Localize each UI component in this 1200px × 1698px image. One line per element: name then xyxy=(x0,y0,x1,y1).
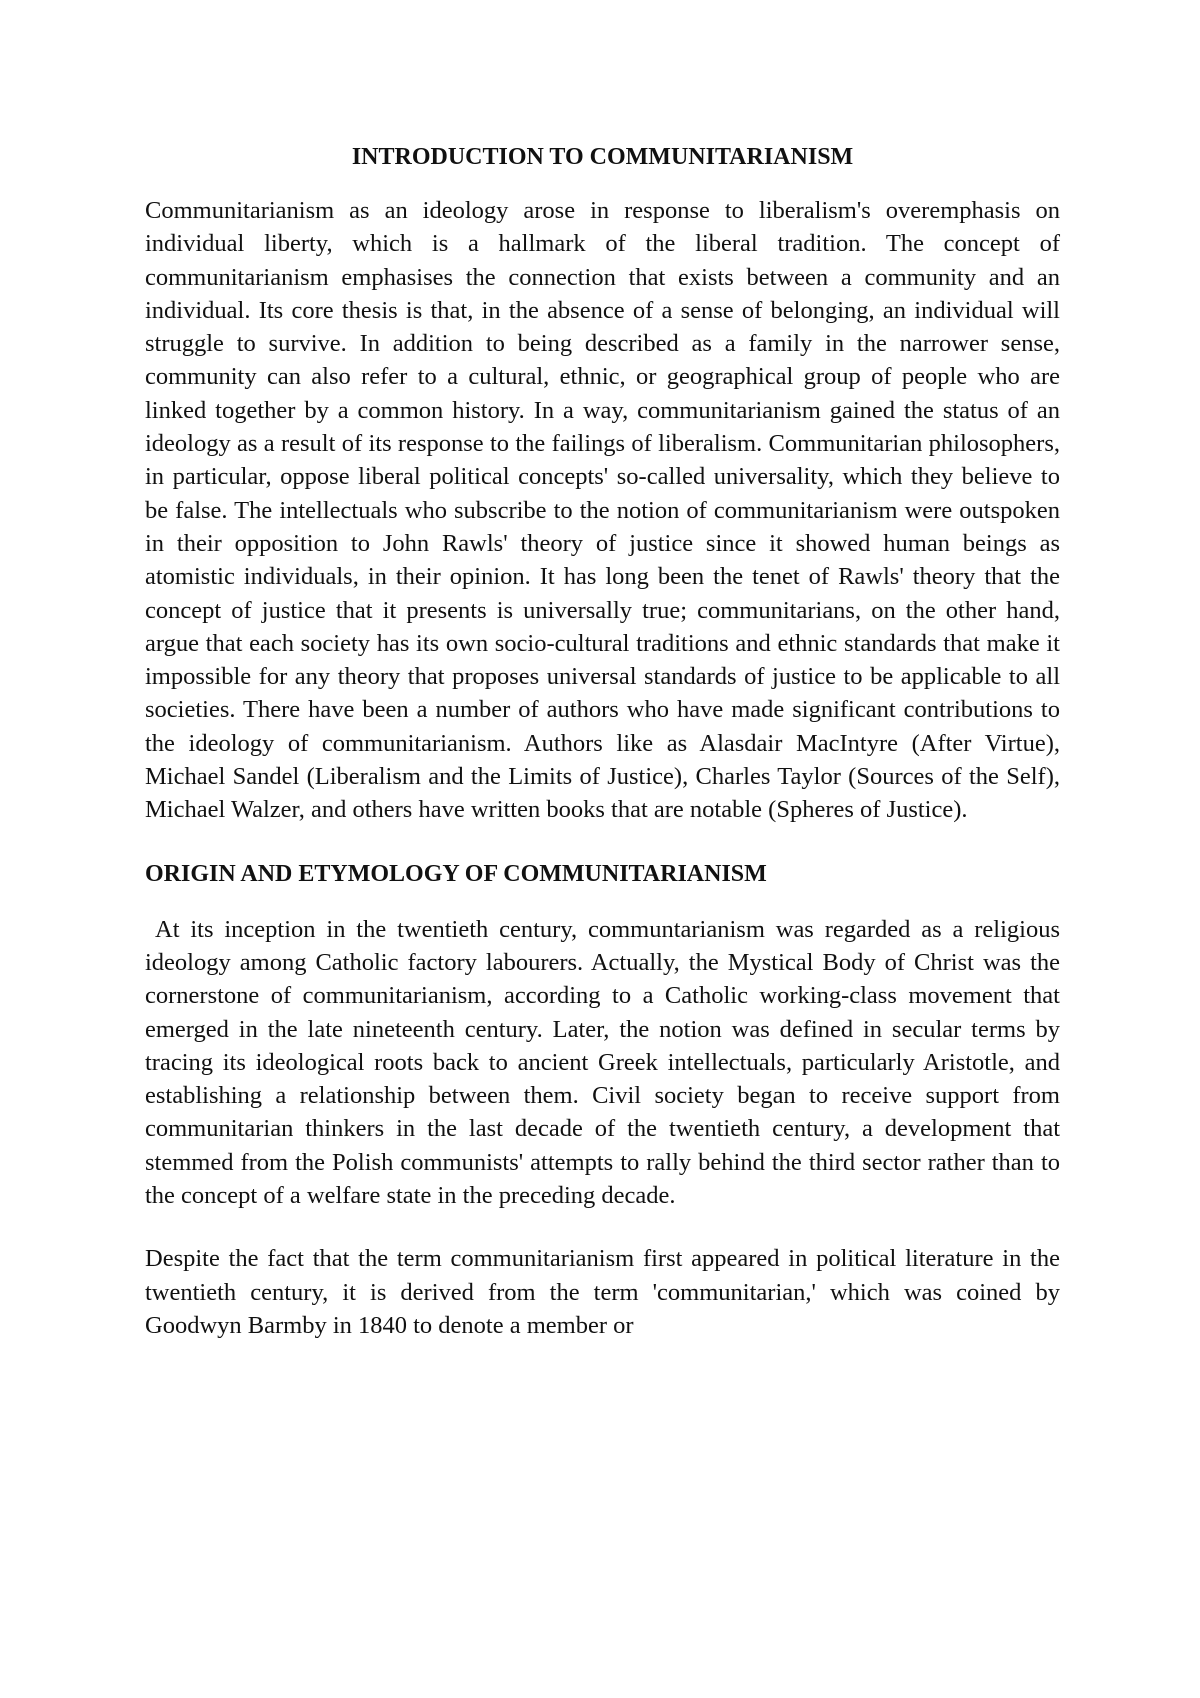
origin-paragraph-1: At its inception in the twentieth century, communtarianism was regarded as a religious ideology among Catholic factory labourers. Actually, the Mystical Body of Christ was the cornerstone of communitarianism, according to a Catholic working-class movement that emerged in the late nineteenth century. Later, the notion was defined in secular terms by tracing its ideological roots back to ancient Greek intellectuals, particularly Aristotle, and establishing a relationship between them. Civil society began to receive support from communitarian thinkers in the last decade of the twentieth century, a development that stemmed from the Polish communists' attempts to rally behind the third sector rather than to the concept of a welfare state in the preceding decade. xyxy=(145,915,1060,1210)
origin-paragraph-2: Despite the fact that the term communitarianism first appeared in political literature in the twentieth century, it is derived from the term 'communitarian,' which was coined by Goodwyn Barmby in 1840 to denote a member or xyxy=(145,1245,1060,1339)
document-title: INTRODUCTION TO COMMUNITARIANISM xyxy=(351,144,854,170)
intro-paragraph: Communitarianism as an ideology arose in response to liberalism's overemphasis on individual liberty, which is a hallmark of the liberal tradition. The concept of communitarianism emphasises the connection that exists between a community and an individual. Its core thesis is that, in the absence of a sense of belonging, an individual will struggle to survive. In addition to being described as a family in the narrower sense, community can also refer to a cultural, ethnic, or geographical group of people who are linked together by a common history. In a way, communitarianism gained the status of an ideology as a result of its response to the failings of liberalism. Communitarian philosophers, in particular, oppose liberal political concepts' so-called universality, which they believe to be false. The intellectuals who subscribe to the notion of communitarianism were outspoken in their opposition to John Rawls' theory of justice since it showed human beings as atomistic individuals, in their opinion. It has long been the tenet of Rawls' theory that the concept of justice that it presents is universally true; communitarians, on the other hand, argue that each society has its own socio-cultural traditions and ethnic standards that make it impossible for any theory that proposes universal standards of justice to be applicable to all societies. There have been a number of authors who have made significant contributions to the ideology of communitarianism. Authors like as Alasdair MacIntyre (After Virtue), Michael Sandel (Liberalism and the Limits of Justice), Charles Taylor (Sources of the Self), Michael Walzer, and others have written books that are notable (Spheres of Justice). xyxy=(145,197,1060,824)
section-heading-origin: ORIGIN AND ETYMOLOGY OF COMMUNITARIANISM xyxy=(145,860,767,887)
document-body xyxy=(145,140,1060,1342)
